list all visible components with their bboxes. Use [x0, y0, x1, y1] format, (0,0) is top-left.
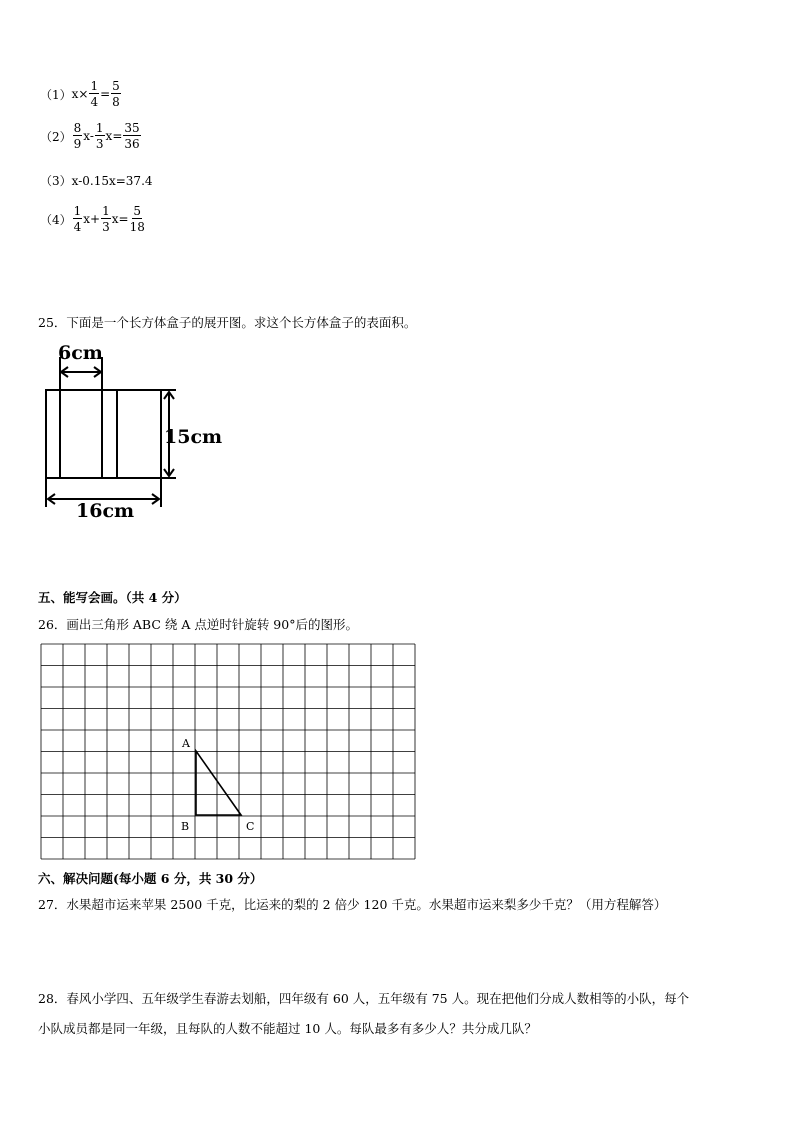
fraction-numerator: 35	[124, 121, 140, 135]
equation-label: （2）	[40, 129, 72, 144]
equation-term: x=	[111, 212, 129, 226]
section-6-title: 六、解决问题(每小题 6 分，共 30 分）	[38, 871, 263, 886]
label-15cm: 15cm	[164, 426, 223, 448]
question-26-text: 26．画出三角形 ABC 绕 A 点逆时针旋转 90°后的图形。	[38, 617, 358, 632]
fraction-denominator: 3	[102, 220, 110, 234]
fraction-numerator: 1	[73, 204, 82, 218]
rotation-grid	[40, 643, 420, 861]
fraction-denominator: 8	[112, 95, 120, 109]
fraction	[130, 205, 145, 233]
fraction-denominator: 18	[129, 220, 145, 234]
fraction-denominator: 36	[124, 137, 140, 151]
fraction	[95, 122, 105, 150]
fraction-denominator: 4	[90, 95, 99, 109]
grid-lines	[41, 644, 415, 859]
fraction-denominator: 3	[95, 137, 104, 151]
question-25-text: 25．下面是一个长方体盒子的展开图。求这个长方体盒子的表面积。	[38, 315, 417, 330]
fraction	[111, 80, 121, 108]
fraction-numerator: 8	[73, 121, 82, 135]
equation-term: x-0.15x=37.4	[71, 173, 153, 188]
fraction-numerator: 1	[102, 204, 110, 218]
fraction	[89, 80, 99, 108]
question-28-line-1: 28．春风小学四、五年级学生春游去划船，四年级有 60 人，五年级有 75 人。现在把他们分成人数相等的小队，每个	[38, 991, 690, 1006]
label-16cm: 16cm	[76, 500, 135, 522]
equation-2	[40, 122, 142, 150]
fraction-denominator: 4	[73, 220, 82, 234]
fraction-numerator: 5	[112, 79, 120, 93]
equation-term: x×	[71, 87, 89, 101]
label-6cm: 6cm	[58, 342, 103, 364]
equation-label: （1）	[40, 87, 72, 102]
equation-term: x-	[83, 129, 94, 143]
fraction	[123, 122, 140, 150]
equation-3	[40, 172, 153, 189]
fraction-numerator: 5	[133, 204, 142, 218]
fraction	[101, 205, 111, 233]
section-5-title: 五、能写会画。（共 4 分）	[38, 590, 187, 605]
question-28-line-2: 小队成员都是同一年级，且每队的人数不能超过 10 人。每队最多有多少人？共分成几队？	[38, 1021, 537, 1036]
vertex-b-label: B	[181, 820, 190, 833]
equation-term: x+	[83, 212, 101, 226]
question-27-text: 27．水果超市运来苹果 2500 千克，比运来的梨的 2 倍少 120 千克。水果超市运来梨多少千克？（用方程解答）	[38, 897, 667, 912]
equation-term: x=	[105, 129, 123, 143]
fraction	[73, 205, 83, 233]
equation-label: （3）	[40, 174, 72, 188]
triangle-abc	[196, 751, 241, 815]
fraction-numerator: 1	[95, 121, 104, 135]
fraction-denominator: 9	[73, 137, 82, 151]
fraction-numerator: 1	[90, 79, 99, 93]
equation-1	[40, 80, 122, 108]
vertex-c-label: C	[246, 820, 255, 833]
box-net-diagram	[40, 342, 230, 522]
vertex-a-label: A	[182, 737, 190, 750]
equation-label: （4）	[40, 212, 72, 227]
equation-4	[40, 205, 146, 233]
equation-term: =	[100, 87, 111, 101]
fraction	[73, 122, 83, 150]
